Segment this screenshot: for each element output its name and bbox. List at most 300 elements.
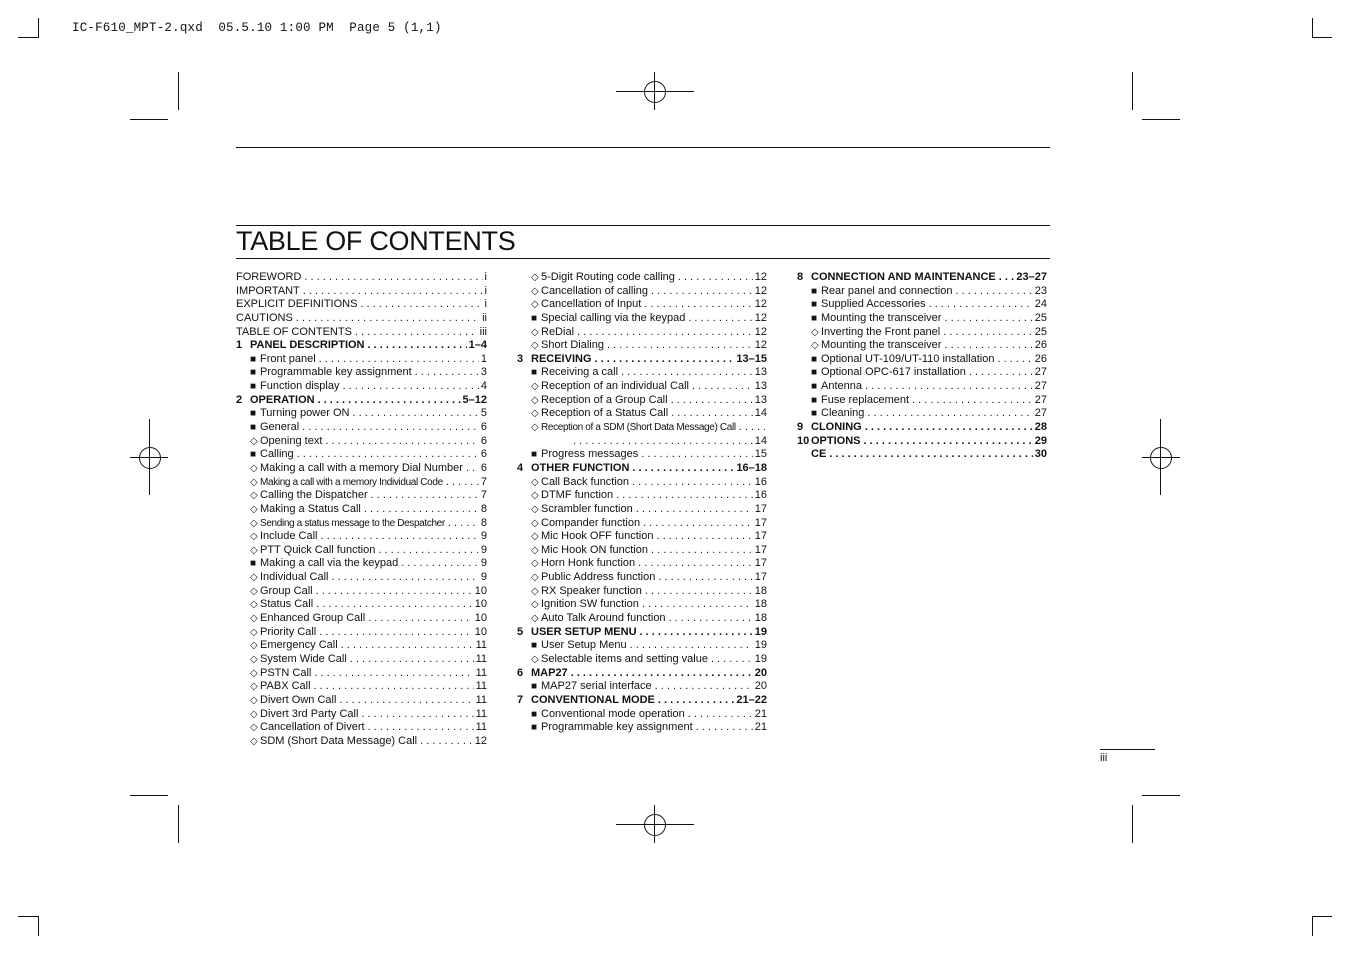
toc-entry [236, 667, 487, 681]
toc-entry [236, 598, 487, 612]
trim-mark [1132, 72, 1133, 110]
toc-page-number: 30 [1034, 448, 1047, 461]
toc-entry-title: Progress messages [541, 448, 639, 461]
dot-leader [448, 517, 479, 531]
toc-section [517, 353, 767, 367]
dot-leader [352, 407, 478, 421]
toc-entry-title: Call Back function [541, 475, 630, 488]
toc-section-number: 8 [797, 271, 804, 283]
toc-entry [517, 639, 767, 653]
toc-page-number: 18 [754, 598, 767, 611]
toc-page-number: 6 [480, 434, 487, 447]
toc-entry-title: Ignition SW function [541, 598, 639, 611]
toc-page-number: 17 [754, 516, 767, 529]
toc-page-number: 1 [480, 352, 487, 365]
toc-entry [236, 380, 487, 394]
square-bullet-icon: ■ [531, 367, 538, 379]
toc-page-number: 15 [754, 448, 767, 461]
toc-page-number: 17 [754, 530, 767, 543]
toc-entry-title: MAP27 [531, 666, 568, 679]
toc-entry [517, 557, 767, 571]
toc-entry-title: Fuse replacement [821, 393, 910, 406]
toc-entry-title: Cleaning [821, 407, 865, 420]
toc-page-number: 13 [754, 366, 767, 379]
toc-entry-title: Optional OPC-617 installation [821, 366, 966, 379]
toc-page-number: 9 [480, 571, 487, 584]
dot-leader [969, 366, 1033, 380]
toc-page-number: 27 [1034, 393, 1047, 406]
toc-page-number: 13–15 [736, 352, 767, 365]
toc-entry [797, 394, 1047, 408]
toc-entry [236, 435, 487, 449]
crop-mark [18, 916, 38, 917]
toc-entry [517, 571, 767, 585]
toc-entry [236, 421, 487, 435]
toc-entry [236, 326, 487, 340]
square-bullet-icon: ■ [531, 708, 538, 720]
toc-entry [797, 339, 1047, 353]
toc-page-number: 18 [754, 584, 767, 597]
toc-entry [236, 653, 487, 667]
diamond-bullet-icon: ◇ [250, 462, 258, 474]
toc-entry-title: OPERATION [250, 393, 315, 406]
trim-mark [130, 119, 168, 120]
toc-page-number: 27 [1034, 366, 1047, 379]
toc-entry-title: Reception of a Group Call [541, 393, 668, 406]
toc-entry-title: FOREWORD [236, 271, 302, 283]
toc-page-number: 26 [1034, 352, 1047, 365]
square-bullet-icon: ■ [811, 312, 818, 324]
toc-page-number: 16–18 [736, 461, 767, 474]
dot-leader [316, 585, 473, 599]
diamond-bullet-icon: ◇ [811, 326, 819, 338]
toc-page-number: 5 [480, 407, 487, 420]
toc-page-number: 17 [754, 543, 767, 556]
toc-entry [517, 380, 767, 394]
dot-leader [944, 339, 1032, 353]
toc-page-number: 7 [480, 475, 487, 488]
toc-entry-title: Reception of an individual Call [541, 380, 689, 393]
toc-entry [236, 544, 487, 558]
toc-entry [517, 339, 767, 353]
trim-mark [1132, 805, 1133, 843]
toc-entry-title: Rear panel and connection [821, 284, 953, 297]
dot-leader [656, 530, 752, 544]
square-bullet-icon: ■ [250, 353, 257, 365]
dot-leader [571, 667, 753, 681]
diamond-bullet-icon: ◇ [531, 653, 539, 665]
dot-leader [865, 380, 1033, 394]
toc-entry [517, 653, 767, 667]
toc-page-number: 27 [1034, 380, 1047, 393]
toc-entry [517, 285, 767, 299]
toc-page-number: 12 [754, 325, 767, 338]
toc-entry [236, 407, 487, 421]
toc-section [517, 667, 767, 681]
registration-circle [1150, 447, 1172, 469]
toc-entry-title: Function display [260, 380, 340, 393]
square-bullet-icon: ■ [531, 312, 538, 324]
toc-entry-title: Auto Talk Around function [541, 612, 666, 625]
toc-entry-title: Selectable items and setting value [541, 652, 708, 665]
dot-leader [361, 708, 473, 722]
toc-page-number: 7 [480, 489, 487, 502]
toc-page-number: 11 [475, 721, 487, 734]
toc-section-number: 5 [517, 625, 524, 638]
toc-page-number: 8 [480, 502, 487, 515]
toc-entry-title: Group Call [260, 584, 313, 597]
folio-rule [1100, 749, 1155, 750]
dot-leader [711, 653, 753, 667]
toc-entry [517, 298, 767, 312]
diamond-bullet-icon: ◇ [250, 681, 258, 693]
toc-entry-title: IMPORTANT [236, 284, 300, 297]
toc-entry [236, 708, 487, 722]
toc-section [236, 394, 487, 408]
dot-leader [318, 394, 461, 408]
dot-leader [999, 271, 1015, 285]
toc-entry [236, 298, 487, 312]
toc-page-number: iii [479, 325, 487, 338]
diamond-bullet-icon: ◇ [250, 722, 258, 734]
square-bullet-icon: ■ [250, 449, 257, 461]
toc-page-number: 11 [475, 652, 487, 665]
toc-entry-title: Mic Hook OFF function [541, 530, 654, 543]
crop-mark [38, 916, 39, 936]
square-bullet-icon: ■ [531, 681, 538, 693]
toc-entry [517, 680, 767, 694]
toc-entry [517, 407, 767, 421]
toc-entry [797, 407, 1047, 421]
dot-leader [368, 339, 467, 353]
toc-page-number: 19 [754, 639, 767, 652]
toc-entry-title: Turning power ON [260, 407, 350, 420]
square-bullet-icon: ■ [811, 408, 818, 420]
diamond-bullet-icon: ◇ [531, 503, 539, 515]
dot-leader [955, 285, 1032, 299]
toc-page-number: 12 [754, 311, 767, 324]
crop-mark [1312, 37, 1332, 38]
toc-entry [517, 366, 767, 380]
toc-entry [236, 366, 487, 380]
toc-page-number: i [484, 298, 487, 311]
toc-entry-title: Mounting the transceiver [821, 311, 942, 324]
toc-entry [236, 585, 487, 599]
diamond-bullet-icon: ◇ [250, 640, 258, 652]
diamond-bullet-icon: ◇ [531, 490, 539, 502]
toc-page-number: 21 [754, 721, 767, 734]
toc-entry [517, 448, 767, 462]
toc-entry-title: CLONING [811, 421, 862, 434]
toc-entry-title: Cancellation of Input [541, 298, 642, 311]
diamond-bullet-icon: ◇ [531, 531, 539, 543]
toc-entry-title: Inverting the Front panel [821, 325, 941, 338]
square-bullet-icon: ■ [531, 640, 538, 652]
toc-entry [517, 394, 767, 408]
dot-leader [645, 585, 753, 599]
toc-page-number: 10 [474, 598, 487, 611]
toc-page-number: 25 [1034, 311, 1047, 324]
diamond-bullet-icon: ◇ [250, 626, 258, 638]
toc-entry-title: Horn Honk function [541, 557, 636, 570]
toc-entry-title: Reception of a SDM (Short Data Message) Call [541, 422, 736, 434]
toc-page-number: 20 [754, 666, 767, 679]
toc-entry-title: MAP27 serial interface [541, 680, 652, 693]
dot-leader [296, 312, 480, 326]
square-bullet-icon: ■ [531, 449, 538, 461]
toc-page-number: i [484, 284, 487, 297]
toc-entry [236, 476, 487, 490]
diamond-bullet-icon: ◇ [250, 653, 258, 665]
toc-page-number: 16 [754, 475, 767, 488]
toc-entry [236, 353, 487, 367]
toc-entry [236, 680, 487, 694]
toc-page-number: 21–22 [736, 693, 767, 706]
toc-section [517, 694, 767, 708]
toc-entry-title: Include Call [260, 530, 318, 543]
diamond-bullet-icon: ◇ [531, 381, 539, 393]
toc-page-number: 17 [754, 502, 767, 515]
crop-mark [1312, 916, 1313, 936]
toc-page-number: i [484, 271, 487, 283]
toc-section-number: 7 [517, 693, 524, 706]
toc-section [797, 448, 1047, 462]
dot-leader [643, 517, 753, 531]
diamond-bullet-icon: ◇ [531, 299, 539, 311]
dot-leader [658, 694, 735, 708]
diamond-bullet-icon: ◇ [250, 490, 258, 502]
diamond-bullet-icon: ◇ [531, 544, 539, 556]
dot-leader [865, 421, 1033, 435]
diamond-bullet-icon: ◇ [531, 517, 539, 529]
square-bullet-icon: ■ [250, 422, 257, 434]
toc-entry [517, 517, 767, 531]
toc-section-number: 3 [517, 352, 524, 365]
square-bullet-icon: ■ [811, 367, 818, 379]
toc-entry [236, 503, 487, 517]
toc-entry-title: 5-Digit Routing code calling [541, 271, 675, 283]
dot-leader [651, 285, 753, 299]
trim-mark [130, 795, 168, 796]
dot-leader [303, 285, 483, 299]
toc-entry [797, 285, 1047, 299]
toc-entry-title: Making a call with a memory Dial Number [260, 461, 463, 474]
toc-entry-title: Divert Own Call [260, 693, 337, 706]
toc-entry [236, 721, 487, 735]
dot-leader [669, 612, 753, 626]
square-bullet-icon: ■ [811, 299, 818, 311]
toc-page-number: 13 [754, 380, 767, 393]
toc-entry-title: Programmable key assignment [541, 721, 693, 734]
page-number: iii [1100, 752, 1108, 764]
dot-leader [630, 639, 753, 653]
dot-leader [638, 557, 753, 571]
square-bullet-icon: ■ [531, 722, 538, 734]
toc-entry-title: USER SETUP MENU [531, 625, 637, 638]
toc-entry [236, 626, 487, 640]
toc-entry-title: Special calling via the keypad [541, 311, 686, 324]
toc-entry [517, 271, 767, 285]
toc-entry-title: Cancellation of Divert [260, 721, 365, 734]
square-bullet-icon: ■ [811, 394, 818, 406]
dot-leader [943, 326, 1033, 340]
square-bullet-icon: ■ [811, 381, 818, 393]
dot-leader [607, 339, 753, 353]
toc-column-3 [797, 271, 1047, 462]
toc-entry-title: PSTN Call [260, 666, 312, 679]
toc-entry [517, 708, 767, 722]
toc-section [236, 339, 487, 353]
crop-mark [38, 18, 39, 38]
toc-entry [236, 612, 487, 626]
toc-entry-title: Public Address function [541, 571, 656, 584]
dot-leader [302, 421, 479, 435]
diamond-bullet-icon: ◇ [531, 394, 539, 406]
toc-page-number: 27 [1034, 407, 1047, 420]
toc-page-number: 12 [754, 298, 767, 311]
toc-entry-title: Mounting the transceiver [821, 339, 942, 352]
toc-entry [236, 571, 487, 585]
diamond-bullet-icon: ◇ [250, 708, 258, 720]
toc-section-number: 1 [236, 339, 243, 352]
toc-entry [236, 285, 487, 299]
toc-section [517, 626, 767, 640]
toc-entry [797, 353, 1047, 367]
dot-leader [688, 708, 753, 722]
toc-entry [797, 298, 1047, 312]
toc-entry-title: Reception of a Status Call [541, 407, 669, 420]
toc-entry-title: General [260, 421, 300, 434]
toc-entry-title: Cancellation of calling [541, 284, 649, 297]
toc-page-number: 11 [475, 680, 487, 693]
dot-leader [658, 571, 752, 585]
toc-page-number: 25 [1034, 325, 1047, 338]
toc-page-number: 12 [754, 271, 767, 283]
toc-entry-title: Making a call via the keypad [260, 557, 399, 570]
toc-page-number: 8 [480, 516, 487, 529]
toc-page-number: 9 [480, 530, 487, 543]
toc-page-number: 26 [1034, 339, 1047, 352]
toc-entry [236, 517, 487, 531]
diamond-bullet-icon: ◇ [531, 326, 539, 338]
diamond-bullet-icon: ◇ [250, 531, 258, 543]
dot-leader [636, 503, 753, 517]
dot-leader [655, 680, 753, 694]
toc-column-1 [236, 271, 487, 748]
toc-page-number: 12 [474, 734, 487, 747]
toc-entry [517, 476, 767, 490]
toc-entry [517, 530, 767, 544]
diamond-bullet-icon: ◇ [250, 585, 258, 597]
dot-leader [616, 489, 753, 503]
trim-mark [1142, 119, 1180, 120]
toc-section [517, 462, 767, 476]
toc-page-number: 6 [480, 448, 487, 461]
toc-entry [517, 585, 767, 599]
diamond-bullet-icon: ◇ [250, 476, 258, 488]
dot-leader [671, 407, 753, 421]
toc-entry [236, 489, 487, 503]
dot-leader [595, 353, 735, 367]
toc-section [797, 271, 1047, 285]
toc-page-number: 10 [474, 625, 487, 638]
dot-leader [632, 462, 734, 476]
toc-entry-title: Supplied Accessories [821, 298, 926, 311]
toc-entry-title: PTT Quick Call function [260, 543, 376, 556]
dot-leader [339, 694, 473, 708]
toc-section-number: 6 [517, 666, 524, 679]
toc-page-number: 19 [754, 652, 767, 665]
dot-leader [368, 721, 474, 735]
toc-entry-title: Status Call [260, 598, 314, 611]
registration-circle [644, 81, 666, 103]
toc-entry-title: CONVENTIONAL MODE [531, 693, 655, 706]
toc-entry-title: TABLE OF CONTENTS [236, 325, 352, 338]
toc-page-number: 23 [1034, 284, 1047, 297]
diamond-bullet-icon: ◇ [811, 340, 819, 352]
toc-entry-title: Short Dialing [541, 339, 604, 352]
dot-leader [929, 298, 1033, 312]
toc-entry-title: OPTIONS [811, 434, 861, 447]
dot-leader [325, 435, 479, 449]
dot-leader [641, 448, 753, 462]
diamond-bullet-icon: ◇ [250, 517, 258, 529]
toc-entry-title: System Wide Call [260, 652, 347, 665]
diamond-bullet-icon: ◇ [531, 408, 539, 420]
toc-section-number: 4 [517, 461, 524, 474]
registration-circle [644, 814, 666, 836]
toc-entry-title: Programmable key assignment [260, 366, 412, 379]
diamond-bullet-icon: ◇ [531, 340, 539, 352]
diamond-bullet-icon: ◇ [250, 599, 258, 611]
toc-entry [797, 312, 1047, 326]
dot-leader [364, 503, 479, 517]
square-bullet-icon: ■ [250, 381, 257, 393]
toc-entry-title: Sending a status message to the Despatcher [260, 517, 445, 529]
dot-leader [319, 353, 479, 367]
diamond-bullet-icon: ◇ [250, 544, 258, 556]
dot-leader [415, 366, 479, 380]
toc-page-number: 4 [480, 380, 487, 393]
diamond-bullet-icon: ◇ [250, 503, 258, 515]
toc-page-number: 1–4 [468, 339, 487, 352]
toc-entry-title: RX Speaker function [541, 584, 642, 597]
toc-entry-title: OTHER FUNCTION [531, 461, 630, 474]
toc-page-number: 29 [1034, 434, 1047, 447]
dot-leader [360, 298, 482, 312]
dot-leader [632, 476, 753, 490]
toc-entry-title: Optional UT-109/UT-110 installation [821, 352, 995, 365]
toc-entry-title: CONNECTION AND MAINTENANCE [811, 271, 996, 283]
toc-entry-title: Making a call with a memory Individual Code [260, 476, 443, 488]
toc-entry [797, 366, 1047, 380]
diamond-bullet-icon: ◇ [531, 422, 539, 434]
toc-page-number: 14 [754, 434, 767, 447]
toc-entry [236, 557, 487, 571]
dot-leader [651, 544, 753, 558]
square-bullet-icon: ■ [811, 285, 818, 297]
toc-entry [517, 312, 767, 326]
toc-entry [517, 421, 767, 435]
toc-entry-title: Antenna [821, 380, 862, 393]
diamond-bullet-icon: ◇ [531, 599, 539, 611]
toc-entry-title: Compander function [541, 516, 641, 529]
dot-leader [621, 366, 753, 380]
toc-entry [236, 530, 487, 544]
diamond-bullet-icon: ◇ [531, 285, 539, 297]
toc-entry-title: PANEL DESCRIPTION [250, 339, 365, 352]
toc-entry [797, 326, 1047, 340]
